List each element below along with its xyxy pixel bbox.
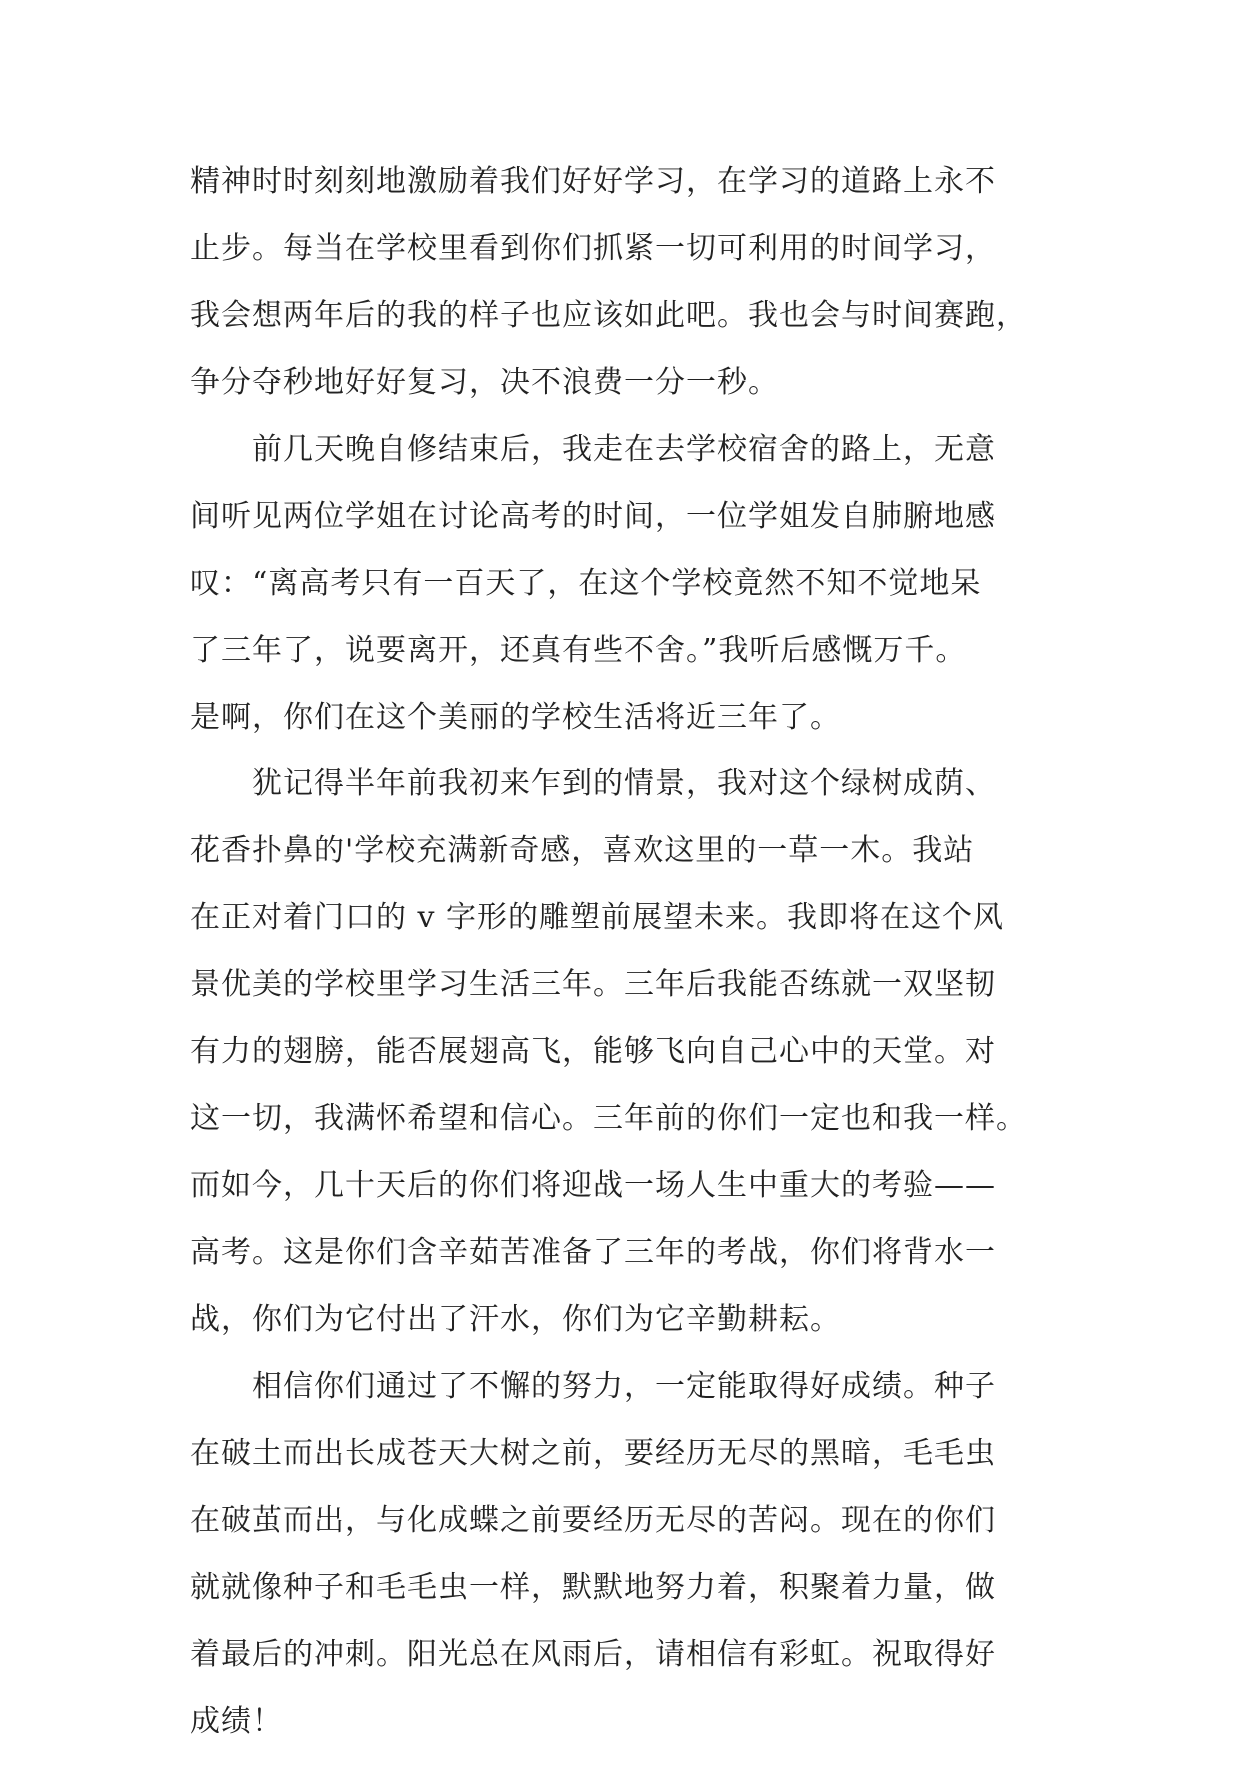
text-line: 在破茧而出，与化成蝶之前要经历无尽的苦闷。现在的你们 — [190, 1502, 996, 1538]
text-line: 着最后的冲刺。阳光总在风雨后，请相信有彩虹。祝取得好 — [190, 1636, 996, 1672]
text-line: 前几天晚自修结束后，我走在去学校宿舍的路上，无意 — [190, 431, 996, 467]
text-line: 相信你们通过了不懈的努力，一定能取得好成绩。种子 — [190, 1368, 996, 1404]
text-line: 了三年了，说要离开，还真有些不舍。”我听后感慨万千。 — [190, 632, 967, 668]
text-line: 叹：“离高考只有一百天了，在这个学校竟然不知不觉地呆 — [190, 565, 982, 601]
text-line: 而如今，几十天后的你们将迎战一场人生中重大的考验—— — [190, 1168, 996, 1204]
text-line: 精神时时刻刻地激励着我们好好学习，在学习的道路上永不 — [190, 164, 996, 199]
text-line: 成绩！ — [190, 1703, 283, 1739]
paragraph-2 — [190, 428, 1090, 739]
text-line: 花香扑鼻的'学校充满新奇感，喜欢这里的一草一木。我站 — [190, 833, 975, 869]
paragraph-1 — [190, 160, 1090, 404]
text-line: 争分夺秒地好好复习，决不浪费一分一秒。 — [190, 364, 779, 400]
text-line: 这一切，我满怀希望和信心。三年前的你们一定也和我一样。 — [190, 1101, 1027, 1137]
text-line: 止步。每当在学校里看到你们抓紧一切可利用的时间学习， — [190, 230, 996, 266]
text-line: 是啊，你们在这个美丽的学校生活将近三年了。 — [190, 699, 841, 735]
text-line: 在破土而出长成苍天大树之前，要经历无尽的黑暗，毛毛虫 — [190, 1435, 996, 1471]
document-body — [190, 160, 1090, 1767]
text-line: 犹记得半年前我初来乍到的情景，我对这个绿树成荫、 — [190, 766, 996, 802]
text-line: 我会想两年后的我的样子也应该如此吧。我也会与时间赛跑， — [190, 297, 1027, 333]
paragraph-3 — [190, 762, 1090, 1341]
text-line: 高考。这是你们含辛茹苦准备了三年的考战，你们将背水一 — [190, 1235, 996, 1270]
paragraph-4 — [190, 1365, 1090, 1743]
text-line: 有力的翅膀，能否展翅高飞，能够飞向自己心中的天堂。对 — [190, 1034, 996, 1070]
text-line: 间听见两位学姐在讨论高考的时间，一位学姐发自肺腑地感 — [190, 498, 996, 534]
text-line: 战，你们为它付出了汗水，你们为它辛勤耕耘。 — [190, 1301, 841, 1337]
text-line: 景优美的学校里学习生活三年。三年后我能否练就一双坚韧 — [190, 967, 996, 1003]
text-line: 在正对着门口的 v 字形的雕塑前展望未来。我即将在这个风 — [190, 900, 1005, 936]
text-line: 就就像种子和毛毛虫一样，默默地努力着，积聚着力量，做 — [190, 1569, 996, 1605]
